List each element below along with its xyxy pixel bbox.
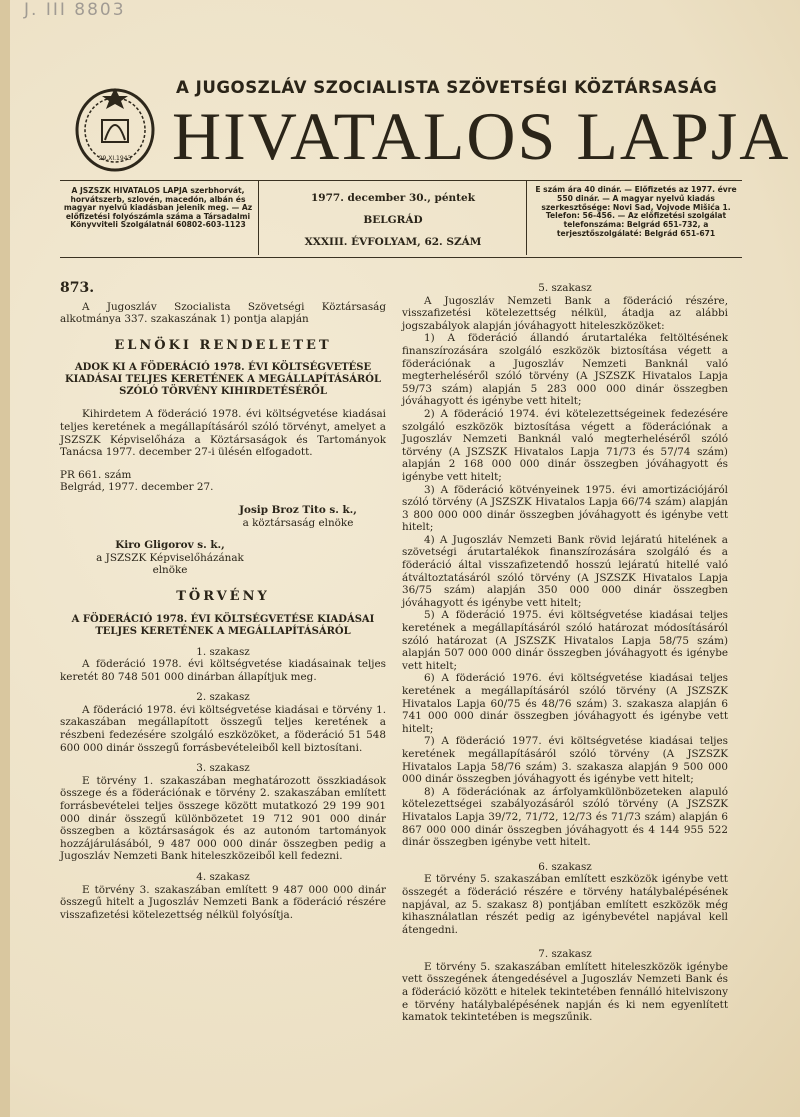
item-3: 3) A föderáció kötvényeinek 1975. évi amortizációjáról szóló törvény (A JSZSZK Hivatalos Lapja 66/74 szám) alapján 3 800 000 000 dinár összegben jóváhagyott és igénybe vett hitelt;: [402, 483, 728, 534]
section-3-text: E törvény 1. szakaszában meghatározott összkiadások összege és a föderációnak e törvény 2. szakaszában említett forrásbevételei teljes összege között mutatkozó 29 199 901 000 dinár összegű különbözetet 19 712 901 000 dinár összegben a köztársaságok és az autonóm tartományok hozzájárulásából, 9 487 000 000 dinár összegben pedig a Jugoszláv Nemzeti Bank hiteleszközeiből kell fedezni.: [60, 774, 386, 863]
decree-subtitle: ADOK KI A FÖDERÁCIÓ 1978. ÉVI KÖLTSÉGVETÉSE KIADÁSAI TELJES KERETÉNEK A MEGÁLLAPÍTÁSÁRÓL SZÓLÓ TÖRVÉNY KIHIRDETÉSÉRŐL: [64, 362, 382, 398]
section-5-heading: 5. szakasz: [538, 282, 592, 294]
section-7-heading: 7. szakasz: [538, 948, 592, 961]
issue-info: [262, 187, 524, 253]
publication-info: A JSZSZK HIVATALOS LAPJA szerbhorvát, horvátszerb, szlovén, macedón, albán és magyar nyelvű kiadásban jelenik meg. — Az előfizetési folyószámla száma a Társadalmi Könyvviteli Szolgálatnál 60802-603-1123: [63, 186, 253, 230]
item-4: 4) A Jugoszláv Nemzeti Bank rövid lejáratú hitelének a szövetségi árutartalékok finanszírozására szolgáló és a föderáció által visszafizetendő hosszú lejáratú hitellé való átváltoztatásáról szóló törvény (A JSZSZK Hivatalos Lapja 36/75 szám) alapján 350 000 000 dinár összegben jóváhagyott és igénybe vett hitelt;: [402, 533, 728, 609]
item-5: 5) A föderáció 1975. évi költségvetése kiadásai teljes keretének a megállapításáról szóló határozat módosításáról szóló határozat (A JSZSZK Hivatalos Lapja 58/75 szám) alapján 507 000 000 dinár összegben jóváhagyott és igénybe vett hitelt;: [402, 609, 728, 672]
decree-body: Kihirdetem A föderáció 1978. évi költségvetése kiadásai teljes keretének a megállapításáról szóló törvényt, amelyet a JSZSZK Képviselőháza a Köztársaságok és Tartományok Tanácsa 1977. december 27-i ülésén elfogadott.: [60, 408, 386, 459]
header-rule-bottom: [60, 257, 742, 258]
place-date: Belgrád, 1977. december 27.: [60, 481, 214, 494]
section-1-heading: 1. szakasz: [196, 645, 250, 658]
emblem-date: 29.XI.1943: [98, 155, 132, 162]
section-6-heading: 6. szakasz: [538, 860, 592, 873]
signature-1-role: a köztársaság elnöke: [242, 516, 354, 529]
section-5-text: A Jugoszláv Nemzeti Bank a föderáció részére, visszafizetési kötelezettség nélkül, átadja az alábbi jogszabályok alapján jóváhagyott hiteleszközöket:: [402, 294, 728, 332]
section-4-heading: 4. szakasz: [196, 871, 250, 883]
header-divider-left: [258, 181, 259, 255]
section-6-text: E törvény 5. szakaszában említett eszközök igénybe vett összegét a föderáció részére e törvény hatálybalépésének napjával, az 5. szakasz 8) pontjában említett eszközök még kihasználatlan részét pedig az igénybevétel napjával kell átengedni.: [402, 873, 728, 936]
item-2: 2) A föderáció 1974. évi kötelezettségeinek fedezésére szolgáló eszközök biztosítása végett a föderációnak a Jugoszláv Nemzeti Banknál való megterheléséről szóló törvény (A JSZSZK Hivatalos Lapja 71/73 és 57/74 szám) alapján 2 168 000 000 dinár összegben jóváhagyott és igénybe vett hitelt;: [402, 407, 728, 483]
law-title: TÖRVÉNY: [176, 588, 270, 604]
issue-volume: XXXIII. ÉVFOLYAM, 62. SZÁM: [304, 236, 482, 248]
issue-date: 1977. december 30., péntek: [311, 192, 475, 204]
page-edge: [0, 0, 10, 1117]
header-divider-right: [526, 181, 527, 255]
item-8: 8) A föderációnak az árfolyamkülönbözeteken alapuló kötelezettségei szabályozásáról szóló törvény (A JSZSZK Hivatalos Lapja 39/72, 71/72, 12/73 és 71/73 szám) alapján 6 867 000 000 dinár összegben jóváhagyott és 4 144 955 522 dinár összegben igénybe vett hitelt.: [402, 785, 728, 849]
signature-1-name: Josip Broz Tito s. k.,: [239, 503, 357, 516]
section-3-heading: 3. szakasz: [196, 762, 250, 775]
item-1: 1) A föderáció állandó árutartaléka feltöltésének finanszírozására szolgáló eszközök biztosítása végett a föderációnak a Jugoszláv Nemzeti Banknál való megterheléséről szóló törvény (A JSZSZK Hivatalos Lapja 59/73 szám) alapján 5 283 000 000 dinár összegben jóváhagyott és igénybe vett hitelt;: [402, 332, 728, 408]
law-subtitle: A FÖDERÁCIÓ 1978. ÉVI KÖLTSÉGVETÉSE KIADÁSAI TELJES KERETÉNEK A MEGÁLLAPÍTÁSÁRÓL: [71, 613, 375, 637]
decree-title: ELNÖKI RENDELETET: [114, 337, 332, 353]
pr-number: PR 661. szám: [60, 468, 132, 481]
state-emblem: [72, 80, 158, 174]
header-rule-top: [60, 180, 742, 181]
handwritten-note: J. III 8803: [24, 0, 126, 20]
section-2-heading: 2. szakasz: [196, 691, 250, 704]
document-number: 873.: [60, 280, 95, 296]
signature-2-role: a JSZSZK Képviselőházának: [96, 551, 244, 564]
masthead-title: HIVATALOS LAPJA: [172, 98, 791, 174]
right-column: [402, 282, 728, 1024]
item-7: 7) A föderáció 1977. évi költségvetése kiadásai teljes keretének megállapításáról szóló törvény (A JSZSZK Hivatalos Lapja 58/76 szám) 3. szakasza alapján 9 500 000 000 dinár összegben jóváhagyott és igénybe vett hitelt;: [402, 735, 728, 786]
section-2-text: A föderáció 1978. évi költségvetése kiadásai e törvény 1. szakaszában megállapított összegű teljes keretének a részbeni fedezésére szolgáló eszközöket, a föderáció 51 548 600 000 dinár összegű forrásbevételeiből kell biztosítani.: [60, 703, 386, 754]
left-column: [60, 282, 386, 921]
republic-name: A JUGOSZLÁV SZOCIALISTA SZÖVETSÉGI KÖZTÁRSASÁG: [176, 78, 718, 98]
intro-text: A Jugoszláv Szocialista Szövetségi Köztársaság alkotmánya 337. szakaszának 1) pontja alapján: [60, 300, 386, 326]
price-info: E szám ára 40 dinár. — Előfizetés az 1977. évre 550 dinár. — A magyar nyelvű kiadás szerkesztősége: Novi Sad, Vojvode Mišića 1. Telefon: 56-456. — Az előfizetési szolgálat telefonszáma: Belgrád 651-732, a terjesztőszolgálaté: Belgrád 651-671: [535, 185, 737, 238]
issue-place: BELGRÁD: [363, 214, 423, 226]
section-7-text: E törvény 5. szakaszában említett hiteleszközök igénybe vett összegének átengedésével a Jugoszláv Nemzeti Bank és a föderáció között e hitelek tekintetében fennálló hitelviszony e törvény hatálybalépésének napján és ki nem egyenlített kamatok tekintetében is megszűnik.: [402, 960, 728, 1024]
section-4-text: E törvény 3. szakaszában említett 9 487 000 000 dinár összegű hitelt a Jugoszláv Nemzeti Bank a föderáció részére visszafizetési kötelezettség nélkül folyósítja.: [60, 883, 386, 921]
section-1-text: A föderáció 1978. évi költségvetése kiadásainak teljes keretét 80 748 501 000 dinárban állapítjuk meg.: [60, 658, 386, 683]
signature-2-name: Kiro Gligorov s. k.,: [115, 539, 225, 552]
signature-2-role-2: elnöke: [152, 564, 188, 577]
item-6: 6) A föderáció 1976. évi költségvetése kiadásai teljes keretének a megállapításáról szóló törvény (A JSZSZK Hivatalos Lapja 60/75 és 48/76 szám) 3. szakasza alapján 6 741 000 000 dinár összegben jóváhagyott és igénybe vett hitelt;: [402, 672, 728, 735]
